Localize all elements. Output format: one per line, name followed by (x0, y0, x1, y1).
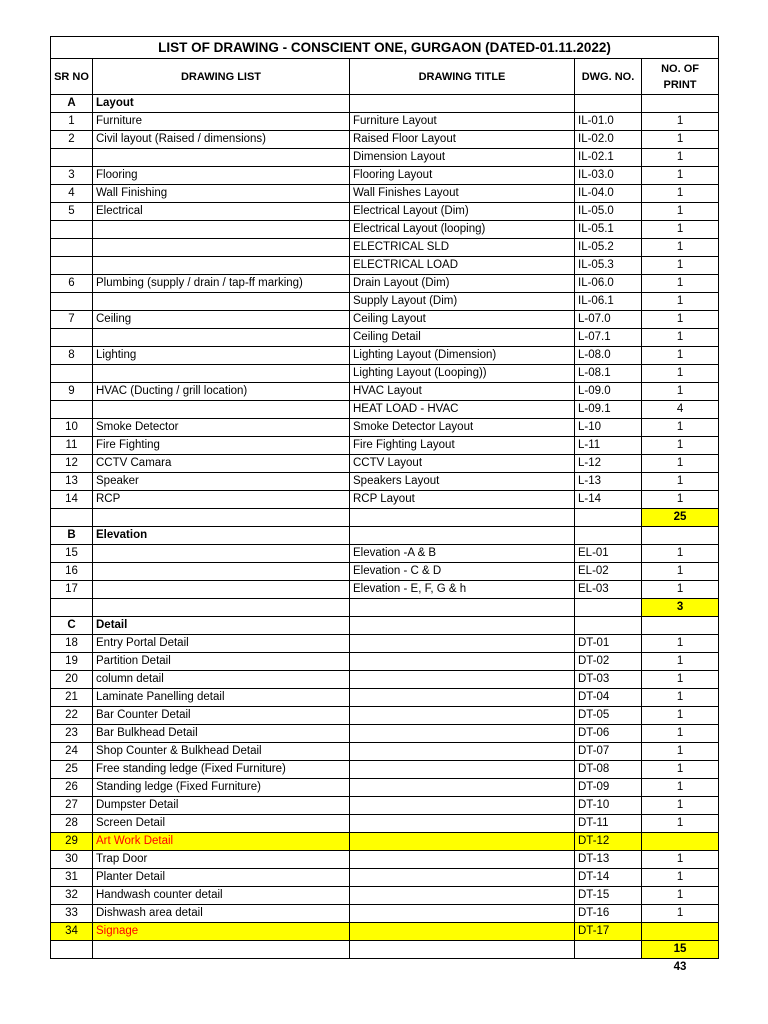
cell-dwg-no (575, 599, 642, 617)
table-row (51, 293, 719, 311)
cell-no-of-print: 1 (642, 329, 719, 347)
cell-sr-no: 24 (51, 743, 93, 761)
cell-drawing-title (350, 851, 575, 869)
table-row (51, 815, 719, 833)
cell-dwg-no: DT-14 (575, 869, 642, 887)
cell-drawing-list: Trap Door (93, 851, 350, 869)
cell-drawing-title: Fire Fighting Layout (350, 437, 575, 455)
cell-drawing-title: Raised Floor Layout (350, 131, 575, 149)
cell-drawing-title (350, 725, 575, 743)
table-row (51, 239, 719, 257)
cell-drawing-list: Flooring (93, 167, 350, 185)
cell-no-of-print: 1 (642, 707, 719, 725)
cell-drawing-list: Screen Detail (93, 815, 350, 833)
cell-dwg-no: IL-03.0 (575, 167, 642, 185)
cell-drawing-list (93, 221, 350, 239)
cell-no-of-print: 1 (642, 869, 719, 887)
table-row (51, 311, 719, 329)
cell-sr-no: 6 (51, 275, 93, 293)
cell-no-of-print: 1 (642, 743, 719, 761)
cell-drawing-title (350, 635, 575, 653)
cell-drawing-title: Lighting Layout (Looping)) (350, 365, 575, 383)
cell-drawing-list: Shop Counter & Bulkhead Detail (93, 743, 350, 761)
cell-drawing-list: Bar Counter Detail (93, 707, 350, 725)
cell-sr-no: 21 (51, 689, 93, 707)
cell-drawing-list: Bar Bulkhead Detail (93, 725, 350, 743)
cell-drawing-title (350, 599, 575, 617)
cell-no-of-print (642, 95, 719, 113)
cell-drawing-title: Elevation - C & D (350, 563, 575, 581)
cell-sr-no: 12 (51, 455, 93, 473)
cell-drawing-title: Wall Finishes Layout (350, 185, 575, 203)
cell-sr-no: 25 (51, 761, 93, 779)
cell-sr-no (51, 401, 93, 419)
table-row (51, 923, 719, 941)
grand-total-row (51, 959, 719, 977)
cell-sr-no: 26 (51, 779, 93, 797)
cell-drawing-list: Electrical (93, 203, 350, 221)
cell-dwg-no: DT-13 (575, 851, 642, 869)
cell-drawing-title (350, 617, 575, 635)
cell-sr-no (51, 221, 93, 239)
cell-dwg-no: IL-05.3 (575, 257, 642, 275)
cell-drawing-title: Lighting Layout (Dimension) (350, 347, 575, 365)
table-row (51, 455, 719, 473)
cell-dwg-no: DT-12 (575, 833, 642, 851)
cell-no-of-print: 1 (642, 635, 719, 653)
table-row (51, 725, 719, 743)
cell-drawing-list: Lighting (93, 347, 350, 365)
cell-drawing-title: HVAC Layout (350, 383, 575, 401)
cell-drawing-list (93, 401, 350, 419)
cell-no-of-print: 1 (642, 149, 719, 167)
cell-drawing-title: Furniture Layout (350, 113, 575, 131)
section-name: Layout (93, 95, 350, 113)
cell-drawing-list: Partition Detail (93, 653, 350, 671)
table-row (51, 653, 719, 671)
cell-drawing-list (93, 581, 350, 599)
cell-no-of-print: 1 (642, 563, 719, 581)
cell-drawing-list: Wall Finishing (93, 185, 350, 203)
cell-drawing-title (350, 923, 575, 941)
cell-drawing-list: CCTV Camara (93, 455, 350, 473)
cell-dwg-no: L-11 (575, 437, 642, 455)
cell-drawing-list (93, 239, 350, 257)
cell-no-of-print: 1 (642, 167, 719, 185)
cell-sr-no: 31 (51, 869, 93, 887)
subtotal-value: 15 (642, 941, 719, 959)
cell-drawing-title: Drain Layout (Dim) (350, 275, 575, 293)
section-name: Elevation (93, 527, 350, 545)
cell-drawing-list (93, 293, 350, 311)
cell-dwg-no: DT-15 (575, 887, 642, 905)
cell-dwg-no: DT-16 (575, 905, 642, 923)
cell-dwg-no: IL-02.1 (575, 149, 642, 167)
cell-sr-no: 4 (51, 185, 93, 203)
cell-drawing-title: HEAT LOAD - HVAC (350, 401, 575, 419)
table-row (51, 401, 719, 419)
cell-dwg-no: DT-01 (575, 635, 642, 653)
cell-dwg-no: DT-07 (575, 743, 642, 761)
table-row (51, 275, 719, 293)
cell-sr-no: 14 (51, 491, 93, 509)
cell-drawing-title: Elevation - E, F, G & h (350, 581, 575, 599)
subtotal-row (51, 941, 719, 959)
table-row (51, 833, 719, 851)
cell-dwg-no: L-10 (575, 419, 642, 437)
cell-drawing-list: Handwash counter detail (93, 887, 350, 905)
cell-dwg-no (575, 527, 642, 545)
cell-drawing-list (93, 599, 350, 617)
cell-sr-no: 34 (51, 923, 93, 941)
cell-sr-no: 5 (51, 203, 93, 221)
section-row (51, 527, 719, 545)
cell-drawing-list: Furniture (93, 113, 350, 131)
cell-drawing-title (350, 95, 575, 113)
cell-drawing-list: Art Work Detail (93, 833, 350, 851)
cell-sr-no (51, 509, 93, 527)
cell-sr-no: 2 (51, 131, 93, 149)
cell-drawing-title: Smoke Detector Layout (350, 419, 575, 437)
cell-no-of-print: 1 (642, 851, 719, 869)
table-row (51, 491, 719, 509)
cell-drawing-title (350, 653, 575, 671)
cell-sr-no: 32 (51, 887, 93, 905)
cell-drawing-list: Entry Portal Detail (93, 635, 350, 653)
cell-no-of-print: 1 (642, 491, 719, 509)
cell-drawing-title: Speakers Layout (350, 473, 575, 491)
section-letter: A (51, 95, 93, 113)
cell-sr-no: 1 (51, 113, 93, 131)
cell-drawing-title: Ceiling Layout (350, 311, 575, 329)
cell-drawing-title (350, 797, 575, 815)
cell-no-of-print: 1 (642, 905, 719, 923)
cell-no-of-print (642, 527, 719, 545)
cell-drawing-list (93, 941, 350, 959)
cell-sr-no (51, 149, 93, 167)
cell-drawing-title: Dimension Layout (350, 149, 575, 167)
cell-dwg-no: IL-05.1 (575, 221, 642, 239)
cell-no-of-print: 1 (642, 581, 719, 599)
cell-drawing-title (350, 833, 575, 851)
cell-dwg-no: L-09.0 (575, 383, 642, 401)
section-name: Detail (93, 617, 350, 635)
cell-drawing-list: column detail (93, 671, 350, 689)
cell-drawing-title: Electrical Layout (looping) (350, 221, 575, 239)
table-row (51, 437, 719, 455)
cell-no-of-print: 1 (642, 437, 719, 455)
cell-dwg-no: IL-02.0 (575, 131, 642, 149)
table-row (51, 167, 719, 185)
cell-dwg-no: IL-04.0 (575, 185, 642, 203)
cell-dwg-no: EL-01 (575, 545, 642, 563)
cell-dwg-no: EL-02 (575, 563, 642, 581)
cell-no-of-print: 1 (642, 689, 719, 707)
table-row (51, 869, 719, 887)
table-row (51, 257, 719, 275)
cell-no-of-print: 1 (642, 131, 719, 149)
cell-sr-no (51, 257, 93, 275)
cell-drawing-title: Flooring Layout (350, 167, 575, 185)
cell-dwg-no (575, 509, 642, 527)
cell-drawing-list: HVAC (Ducting / grill location) (93, 383, 350, 401)
cell-drawing-title (350, 941, 575, 959)
cell-drawing-title (350, 905, 575, 923)
table-row (51, 545, 719, 563)
cell-drawing-title: Electrical Layout (Dim) (350, 203, 575, 221)
cell-sr-no: 7 (51, 311, 93, 329)
cell-sr-no: 10 (51, 419, 93, 437)
cell-sr-no: 3 (51, 167, 93, 185)
cell-dwg-no: DT-10 (575, 797, 642, 815)
table-row (51, 149, 719, 167)
cell-no-of-print: 1 (642, 221, 719, 239)
cell-no-of-print: 1 (642, 815, 719, 833)
cell-dwg-no: L-14 (575, 491, 642, 509)
table-row (51, 671, 719, 689)
table-row (51, 743, 719, 761)
cell-drawing-title (350, 869, 575, 887)
cell-sr-no: 23 (51, 725, 93, 743)
cell-dwg-no: L-08.1 (575, 365, 642, 383)
cell-dwg-no: L-07.1 (575, 329, 642, 347)
cell-drawing-title: ELECTRICAL LOAD (350, 257, 575, 275)
cell-drawing-list: RCP (93, 491, 350, 509)
cell-dwg-no: DT-08 (575, 761, 642, 779)
cell-drawing-title (350, 689, 575, 707)
cell-no-of-print: 1 (642, 239, 719, 257)
cell-no-of-print: 1 (642, 671, 719, 689)
cell-no-of-print: 4 (642, 401, 719, 419)
subtotal-row (51, 599, 719, 617)
cell-no-of-print: 1 (642, 311, 719, 329)
table-row (51, 905, 719, 923)
cell-no-of-print: 1 (642, 365, 719, 383)
cell-drawing-title: ELECTRICAL SLD (350, 239, 575, 257)
header-sr-no: SR NO (51, 59, 93, 95)
cell-drawing-title (350, 743, 575, 761)
cell-no-of-print: 1 (642, 455, 719, 473)
table-row (51, 851, 719, 869)
table-row (51, 887, 719, 905)
cell-dwg-no: DT-02 (575, 653, 642, 671)
cell-no-of-print: 1 (642, 275, 719, 293)
header-no-of-print: NO. OF PRINT (642, 59, 719, 95)
cell-drawing-list (93, 257, 350, 275)
cell-sr-no (51, 365, 93, 383)
cell-drawing-list: Signage (93, 923, 350, 941)
subtotal-row (51, 509, 719, 527)
cell-no-of-print: 1 (642, 113, 719, 131)
cell-dwg-no: DT-03 (575, 671, 642, 689)
cell-sr-no: 22 (51, 707, 93, 725)
table-row (51, 203, 719, 221)
cell-drawing-title: Supply Layout (Dim) (350, 293, 575, 311)
cell-drawing-title (350, 707, 575, 725)
cell-drawing-list (93, 365, 350, 383)
cell-no-of-print: 1 (642, 257, 719, 275)
cell-drawing-list: Civil layout (Raised / dimensions) (93, 131, 350, 149)
section-row (51, 617, 719, 635)
subtotal-value: 3 (642, 599, 719, 617)
cell-dwg-no: DT-17 (575, 923, 642, 941)
cell-dwg-no: L-09.1 (575, 401, 642, 419)
cell-no-of-print: 1 (642, 419, 719, 437)
table-row (51, 131, 719, 149)
cell-drawing-title (350, 779, 575, 797)
cell-drawing-list: Standing ledge (Fixed Furniture) (93, 779, 350, 797)
cell-drawing-list: Dumpster Detail (93, 797, 350, 815)
cell-no-of-print: 1 (642, 347, 719, 365)
subtotal-value: 25 (642, 509, 719, 527)
cell-sr-no (51, 599, 93, 617)
table-row (51, 113, 719, 131)
cell-drawing-list: Free standing ledge (Fixed Furniture) (93, 761, 350, 779)
cell-drawing-list: Speaker (93, 473, 350, 491)
cell-dwg-no: EL-03 (575, 581, 642, 599)
cell-drawing-title (350, 527, 575, 545)
cell-no-of-print: 1 (642, 761, 719, 779)
header-row (51, 59, 719, 95)
cell-drawing-list: Planter Detail (93, 869, 350, 887)
table-row (51, 761, 719, 779)
cell-drawing-list: Ceiling (93, 311, 350, 329)
section-letter: B (51, 527, 93, 545)
table-row (51, 383, 719, 401)
table-row (51, 689, 719, 707)
table-row (51, 221, 719, 239)
cell-no-of-print (642, 617, 719, 635)
table-row (51, 635, 719, 653)
cell-dwg-no: IL-06.0 (575, 275, 642, 293)
table-row (51, 185, 719, 203)
cell-drawing-title (350, 671, 575, 689)
header-drawing-title: DRAWING TITLE (350, 59, 575, 95)
cell-dwg-no (575, 617, 642, 635)
cell-sr-no: 15 (51, 545, 93, 563)
cell-sr-no: 27 (51, 797, 93, 815)
table-row (51, 797, 719, 815)
table-row (51, 707, 719, 725)
cell-no-of-print: 1 (642, 545, 719, 563)
cell-drawing-list (93, 545, 350, 563)
cell-no-of-print (642, 833, 719, 851)
cell-sr-no: 33 (51, 905, 93, 923)
cell-dwg-no: DT-04 (575, 689, 642, 707)
cell-sr-no: 30 (51, 851, 93, 869)
cell-sr-no: 29 (51, 833, 93, 851)
cell-no-of-print: 1 (642, 473, 719, 491)
cell-drawing-title: CCTV Layout (350, 455, 575, 473)
cell-sr-no: 20 (51, 671, 93, 689)
cell-sr-no (51, 329, 93, 347)
header-dwg-no: DWG. NO. (575, 59, 642, 95)
cell-drawing-title: Elevation -A & B (350, 545, 575, 563)
cell-drawing-list (93, 329, 350, 347)
cell-sr-no: 19 (51, 653, 93, 671)
cell-dwg-no: DT-05 (575, 707, 642, 725)
cell-no-of-print: 1 (642, 887, 719, 905)
cell-dwg-no: L-12 (575, 455, 642, 473)
cell-no-of-print: 1 (642, 653, 719, 671)
cell-dwg-no: IL-05.0 (575, 203, 642, 221)
cell-drawing-list: Smoke Detector (93, 419, 350, 437)
cell-drawing-title: RCP Layout (350, 491, 575, 509)
cell-sr-no (51, 239, 93, 257)
table-row (51, 419, 719, 437)
section-letter: C (51, 617, 93, 635)
header-drawing-list: DRAWING LIST (93, 59, 350, 95)
table-row (51, 779, 719, 797)
drawing-list-table (50, 36, 719, 976)
document-title: LIST OF DRAWING - CONSCIENT ONE, GURGAON (DATED-01.11.2022) (51, 37, 719, 59)
cell-dwg-no: L-07.0 (575, 311, 642, 329)
cell-sr-no (51, 293, 93, 311)
cell-drawing-list: Fire Fighting (93, 437, 350, 455)
cell-sr-no: 11 (51, 437, 93, 455)
cell-sr-no: 28 (51, 815, 93, 833)
title-row (51, 37, 719, 59)
cell-dwg-no (575, 95, 642, 113)
table-row (51, 347, 719, 365)
cell-sr-no: 13 (51, 473, 93, 491)
cell-drawing-title (350, 509, 575, 527)
cell-drawing-list (93, 563, 350, 581)
cell-dwg-no: L-13 (575, 473, 642, 491)
section-row (51, 95, 719, 113)
cell-dwg-no (575, 941, 642, 959)
cell-no-of-print: 1 (642, 779, 719, 797)
cell-drawing-list: Laminate Panelling detail (93, 689, 350, 707)
cell-no-of-print: 1 (642, 185, 719, 203)
cell-no-of-print: 1 (642, 203, 719, 221)
cell-dwg-no: L-08.0 (575, 347, 642, 365)
cell-sr-no (51, 941, 93, 959)
cell-drawing-list: Dishwash area detail (93, 905, 350, 923)
cell-dwg-no: DT-09 (575, 779, 642, 797)
cell-sr-no: 16 (51, 563, 93, 581)
cell-drawing-title (350, 815, 575, 833)
grand-total: 43 (673, 961, 687, 973)
cell-drawing-list: Plumbing (supply / drain / tap-ff marking) (93, 275, 350, 293)
cell-no-of-print: 1 (642, 725, 719, 743)
table-row (51, 473, 719, 491)
cell-drawing-title: Ceiling Detail (350, 329, 575, 347)
cell-no-of-print: 1 (642, 383, 719, 401)
cell-sr-no: 9 (51, 383, 93, 401)
cell-sr-no: 18 (51, 635, 93, 653)
table-row (51, 581, 719, 599)
cell-sr-no: 8 (51, 347, 93, 365)
cell-dwg-no: DT-11 (575, 815, 642, 833)
cell-sr-no: 17 (51, 581, 93, 599)
cell-drawing-list (93, 149, 350, 167)
cell-no-of-print: 1 (642, 293, 719, 311)
cell-drawing-list (93, 509, 350, 527)
table-row (51, 329, 719, 347)
cell-drawing-title (350, 761, 575, 779)
table-row (51, 563, 719, 581)
cell-dwg-no: IL-06.1 (575, 293, 642, 311)
table-row (51, 365, 719, 383)
cell-dwg-no: IL-05.2 (575, 239, 642, 257)
cell-no-of-print (642, 923, 719, 941)
cell-dwg-no: IL-01.0 (575, 113, 642, 131)
cell-drawing-title (350, 887, 575, 905)
cell-no-of-print: 1 (642, 797, 719, 815)
cell-dwg-no: DT-06 (575, 725, 642, 743)
